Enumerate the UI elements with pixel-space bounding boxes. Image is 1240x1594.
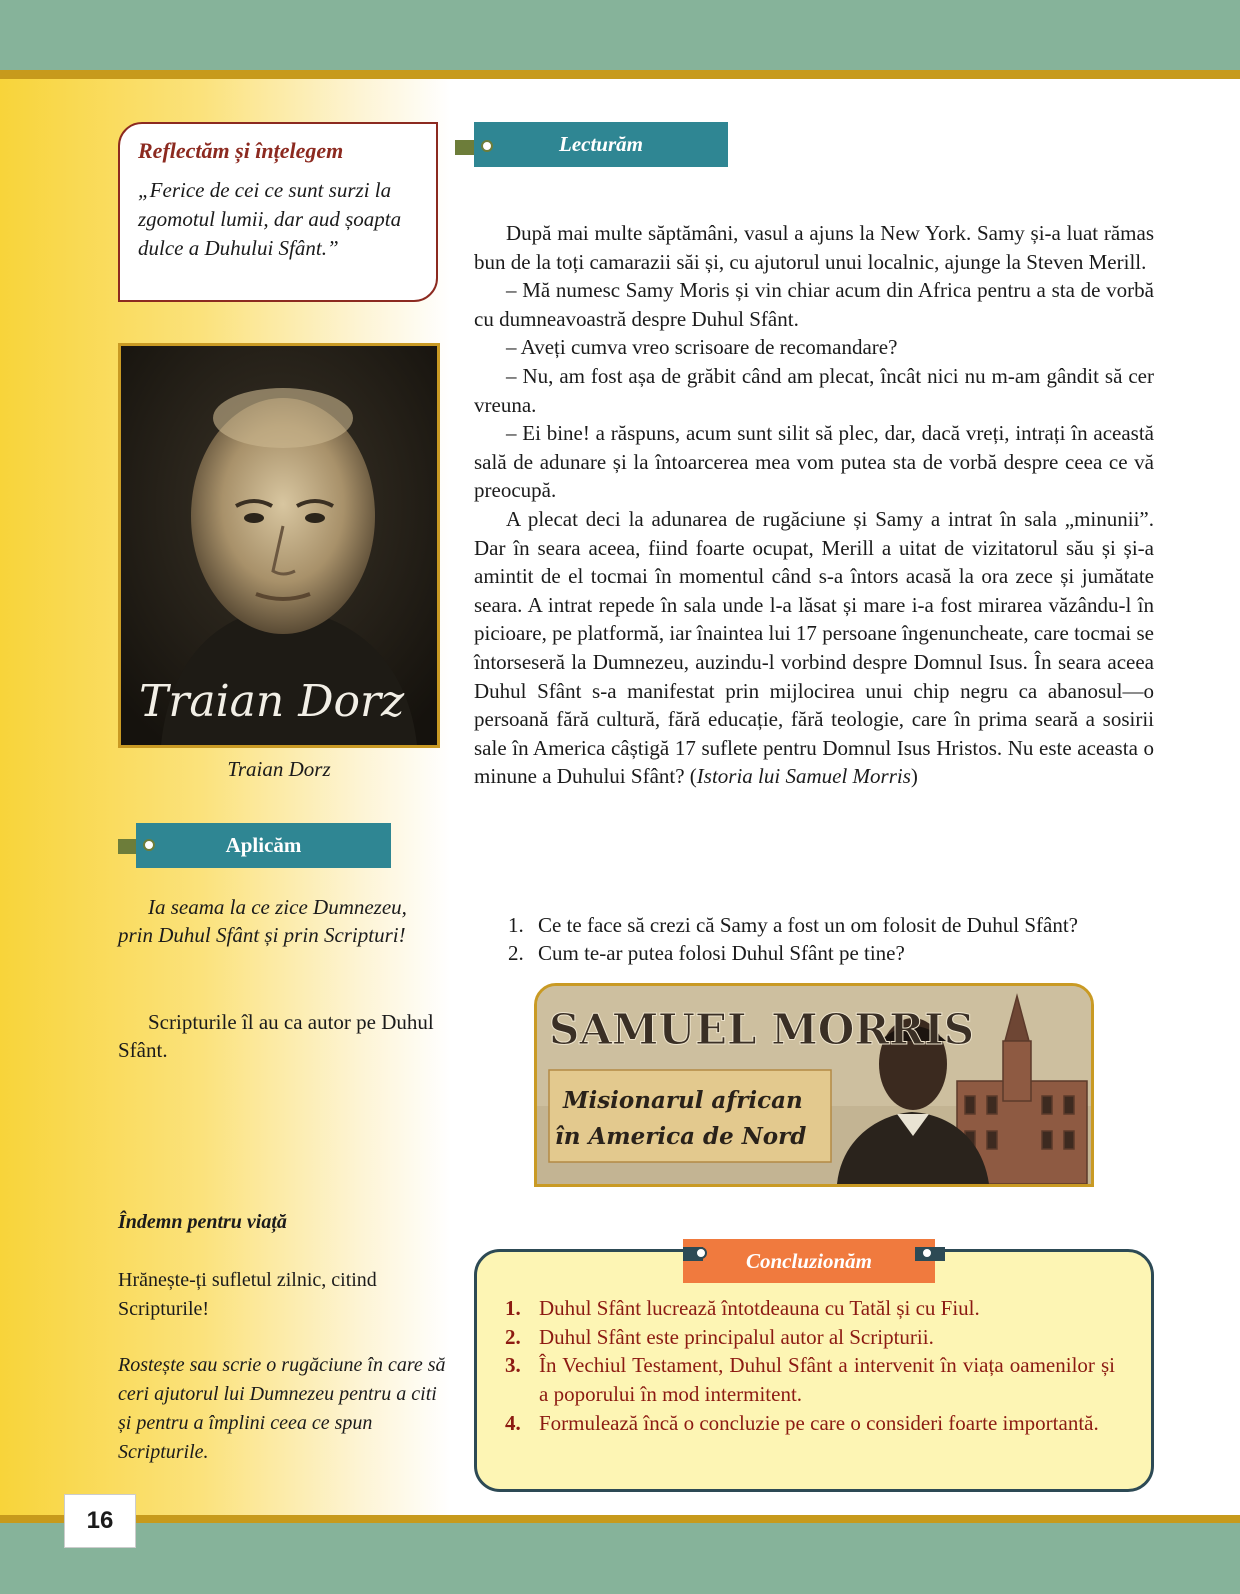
reflect-title: Reflectăm și înțelegem (138, 138, 344, 163)
story-paragraph: După mai multe săptămâni, vasul a ajuns la New York. Samy și-a luat rămas bun de la toți camarazii săi și, cu ajutorul unui localnic, ajunge la Steven Merill. (474, 221, 1154, 274)
conclusion-tab-dot-left (695, 1247, 707, 1259)
reflect-quote: „Ferice de cei ce sunt surzi la zgomotul lumii, dar aud șoapta dulce a Duhului Sfânt.” (138, 178, 402, 260)
story-paragraph-last (474, 505, 1154, 791)
conclusion-text: Duhul Sfânt lucrează întotdeauna cu Tatăl și cu Fiul. (539, 1296, 980, 1320)
question-number: 1. (508, 913, 524, 937)
story-paragraph: – Mă numesc Samy Moris și vin chiar acum din Africa pentru a sta de vorbă cu dumneavoastră despre Duhul Sfânt. (474, 278, 1154, 331)
question-item (508, 939, 1148, 967)
bottom-band (0, 1523, 1240, 1594)
banner-subtitle-line-2: în America de Nord (555, 1123, 807, 1150)
life-exhortation-text-2: Rostește sau scrie o rugăciune în care să ceri ajutorul lui Dumnezeu pentru a citi și pentru a împlini ceea ce spun Scripturile. (118, 1354, 446, 1463)
banner-title: SAMUEL MORRIS (549, 1005, 975, 1054)
top-rule (0, 70, 1240, 79)
reading-story (474, 219, 1154, 791)
conclusion-item (505, 1323, 1115, 1352)
top-band (0, 0, 1240, 70)
conclusion-number: 4. (505, 1410, 521, 1435)
conclusion-list (505, 1294, 1115, 1438)
samuel-morris-banner (534, 983, 1094, 1187)
story-paragraph: – Nu, am fost așa de grăbit când am plecat, încât nici nu m-am gândit să cer vreuna. (474, 363, 1154, 417)
story-paragraph: – Ei bine! a răspuns, acum sunt silit să plec, dar, dacă vreți, intrați în această sală de adunare și la întoarcerea mea vom putea sta de vorbă despre ceea ce vă preocupă. (474, 421, 1154, 503)
conclusion-text: Formulează încă o concluzie pe care o consideri foarte importantă. (539, 1410, 1099, 1435)
aplicam-paragraph-2: Scripturile îl au ca autor pe Duhul Sfânt. (118, 1010, 434, 1062)
aplicam-heading: Aplicăm (136, 823, 391, 868)
questions-list (508, 911, 1148, 967)
bottom-rule (0, 1515, 1240, 1523)
reflect-box (118, 122, 438, 302)
conclusion-text: Duhul Sfânt este principalul autor al Scripturii. (539, 1324, 934, 1349)
signature-text: Traian Dorz (139, 676, 405, 727)
conclusion-box (474, 1249, 1154, 1492)
conclusion-heading: Concluzionăm (683, 1239, 935, 1283)
conclusion-item (505, 1409, 1115, 1438)
life-exhortation-title: Îndemn pentru viață (118, 1211, 287, 1233)
reading-heading: Lecturăm (474, 122, 728, 167)
portrait-caption: Traian Dorz (227, 757, 331, 781)
conclusion-text: În Vechiul Testament, Duhul Sfânt a intervenit în viața oamenilor și a poporului în mod intermitent. (539, 1353, 1115, 1407)
life-exhortation-text-1: Hrănește-ți sufletul zilnic, citind Scripturile! (118, 1269, 377, 1320)
question-item (508, 911, 1148, 939)
portrait-photo (118, 343, 440, 748)
story-paragraph: – Aveți cumva vreo scrisoare de recomandare? (506, 335, 898, 360)
story-paragraph-text: A plecat deci la adunarea de rugăciune și Samy a intrat în sala „minunii”. Dar în seara aceea, fiind foarte ocupat, Merill a uitat de vizitatorul său și și-a amintit de el tocmai în momentul când s-a întors acasă la ora zece și jumătate seara. A intrat repede în sala unde l-a lăsat și mare i-a fost mirarea văzându-l în picioare, pe platformă, iar înaintea lui 17 persoane îngenuncheate, care tocmai se întorseseră la Dumnezeu, auzindu-l vorbind despre Domnul Isus. În seara aceea Duhul Sfânt s-a manifestat prin mijlocirea unui chip negru ca abanosul—o persoană fără cultură, fără educație, fără teologie, care în prima seară a sosirii sale în America câștigă 17 suflete pentru Domnul Isus Hristos. Nu este aceasta o minune a Duhului Sfânt? ( (474, 506, 1154, 789)
banner-subtitle-line-1: Misionarul african (563, 1087, 803, 1114)
conclusion-item (505, 1294, 1115, 1323)
conclusion-number: 2. (505, 1324, 521, 1349)
aplicam-tab-dot (143, 839, 155, 851)
question-text: Cum te-ar putea folosi Duhul Sfânt pe tine? (538, 941, 905, 965)
question-text: Ce te face să crezi că Samy a fost un om folosit de Duhul Sfânt? (538, 913, 1078, 937)
aplicam-paragraph-1: Ia seama la ce zice Dumnezeu, prin Duhul Sfânt și prin Scripturi! (118, 895, 407, 947)
reading-tab-dot (481, 140, 493, 152)
story-source-close: ) (910, 764, 918, 789)
aplicam-tab-stub (118, 839, 138, 854)
conclusion-tab-dot-right (921, 1247, 933, 1259)
conclusion-number: 3. (505, 1353, 521, 1378)
portrait-illustration (121, 346, 437, 745)
story-source: Istoria lui Samuel Morris (696, 764, 911, 789)
banner-illustration (537, 986, 1091, 1184)
question-number: 2. (508, 941, 524, 965)
conclusion-item (505, 1351, 1115, 1408)
page-number: 16 (64, 1494, 136, 1548)
conclusion-number: 1. (505, 1296, 521, 1320)
